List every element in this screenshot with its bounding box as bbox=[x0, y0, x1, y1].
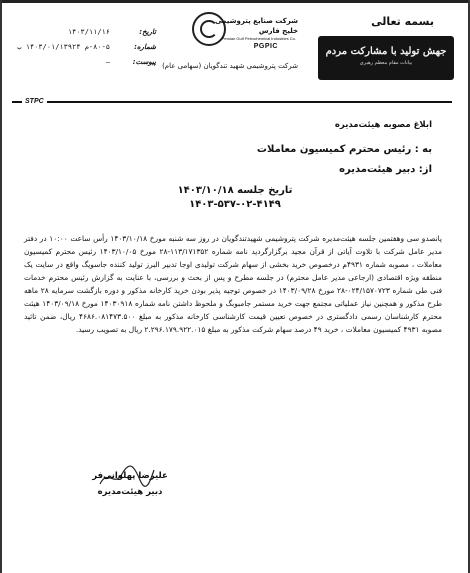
basmala: بسمه تعالی bbox=[371, 15, 434, 28]
attachment-label: پیوست: bbox=[132, 58, 156, 66]
signer-name: علیرضا پهلوانی‌فر bbox=[92, 471, 168, 481]
attachment-value: — bbox=[105, 58, 110, 66]
letter-body: پانصدو سی وهفتمین جلسه هیئت‌مدیره شرکت پتروشیمی شهیدتندگویان در روز سه شنبه مورخ ۱۴۰۳/۱۰/۱۸ رأس ساعت ۱۰:۰۰ در دفتر مدیر عامل شرکت با تلاوت آیاتی از قرآن مجید برگزارگردید نامه شماره ۱۱۳/۱۷۱۳۵۲-۲۸ مورخ ۱۴۰۳/۱۰/۰۵ رئیس محترم کمیسیون معاملات ، مصوبه شماره ۴۹۳۱م درخصوص خرید بخشی از سهام شرکت تولیدی اوجا تدبیر البرز تولید کننده جاسویگ واقع در سایت یک منطقه ویژه اقتصادی (ارجاعی مدیر عامل محترم) در جلسه مطرح و پس از بحث و بررسی، با عنایت به گزارش رئیس محترم خدمات فنی طی شماره ۰۲۴/۱۵۷۰۷۲۳-۲۸ مورخ ۱۴۰۳/۰۹/۲۸ در خصوص توجیه پذیر بودن خرید کارخانه مذکور و دوره بازگشت سرمایه ۲۸ ماهه طرح مذکور و همچنین نیاز عملیاتی مجتمع جهت خرید مستمر جامبوبگ و ملحوظ داشتن نامه شماره ۱۴۰۳۰۹۱۸ مورخ ۱۴۰۳/۰۹/۱۸ هیئت محترم کارشناسان رسمی دادگستری در خصوص تعیین قیمت کارشناسی کارخانه مذکور به مبلغ ۴۶۸۶.۰۸۱۴۷۳.۵۰۰ ریال، ضمن تائید مصوبه ۴۹۳۱ کمیسیون معاملات ، خرید ۴۹ درصد سهام شرکت مذکور به مبلغ ۲.۲۹۶.۱۷۹.۹۲۲.۰۱۵ ریال به تصویب رسید. bbox=[24, 234, 442, 334]
notice-heading: ابلاغ مصوبه هیئت‌مدیره bbox=[334, 120, 432, 130]
session-info bbox=[130, 184, 340, 212]
left-border bbox=[0, 0, 2, 573]
session-number: ۱۴۰۳-۵۳۷-۰۲-۴۱۴۹ bbox=[189, 199, 281, 210]
company-name-en: Persian Gulf Petrochemical Industries Co. bbox=[221, 36, 296, 41]
date-value: ۱۴۰۳/۱۱/۱۶ bbox=[67, 28, 110, 36]
number-label: شماره: bbox=[134, 43, 156, 51]
subsidiary-name: شرکت پتروشیمی شهید تندگویان (سهامی عام) bbox=[162, 62, 298, 70]
letter-meta bbox=[6, 28, 156, 73]
company-abbreviation: PGPIC bbox=[253, 43, 278, 50]
slogan-text: جهش تولید با مشارکت مردم bbox=[325, 46, 447, 57]
date-label: تاریخ: bbox=[139, 28, 156, 36]
session-date: تاریخ جلسه ۱۴۰۳/۱۰/۱۸ bbox=[177, 185, 293, 196]
top-border bbox=[0, 0, 470, 3]
company-name-fa: شرکت صنایع پتروشیمی خلیج فارس bbox=[215, 17, 298, 35]
signer-title: دبیر هیئت‌مدیره bbox=[97, 487, 163, 497]
stpc-tag: STPC bbox=[22, 98, 47, 105]
slogan-banner bbox=[318, 36, 454, 80]
recipient-line: به : رئیس محترم کمیسیون معاملات bbox=[256, 144, 432, 155]
sender-line: از: دبیر هیئت‌مدیره bbox=[339, 164, 432, 175]
meta-attachment-row bbox=[6, 58, 156, 73]
meta-date-row bbox=[6, 28, 156, 43]
number-value: ۸۰-۵-م ۱۴۰۳/۰۱/۱۳۹۲۴ ب bbox=[17, 43, 110, 51]
slogan-subtext: بیانات مقام معظم رهبری bbox=[359, 60, 413, 66]
meta-number-row bbox=[6, 43, 156, 58]
company-logo-block bbox=[162, 12, 298, 90]
header-divider bbox=[12, 101, 452, 103]
signer-block bbox=[70, 468, 190, 500]
